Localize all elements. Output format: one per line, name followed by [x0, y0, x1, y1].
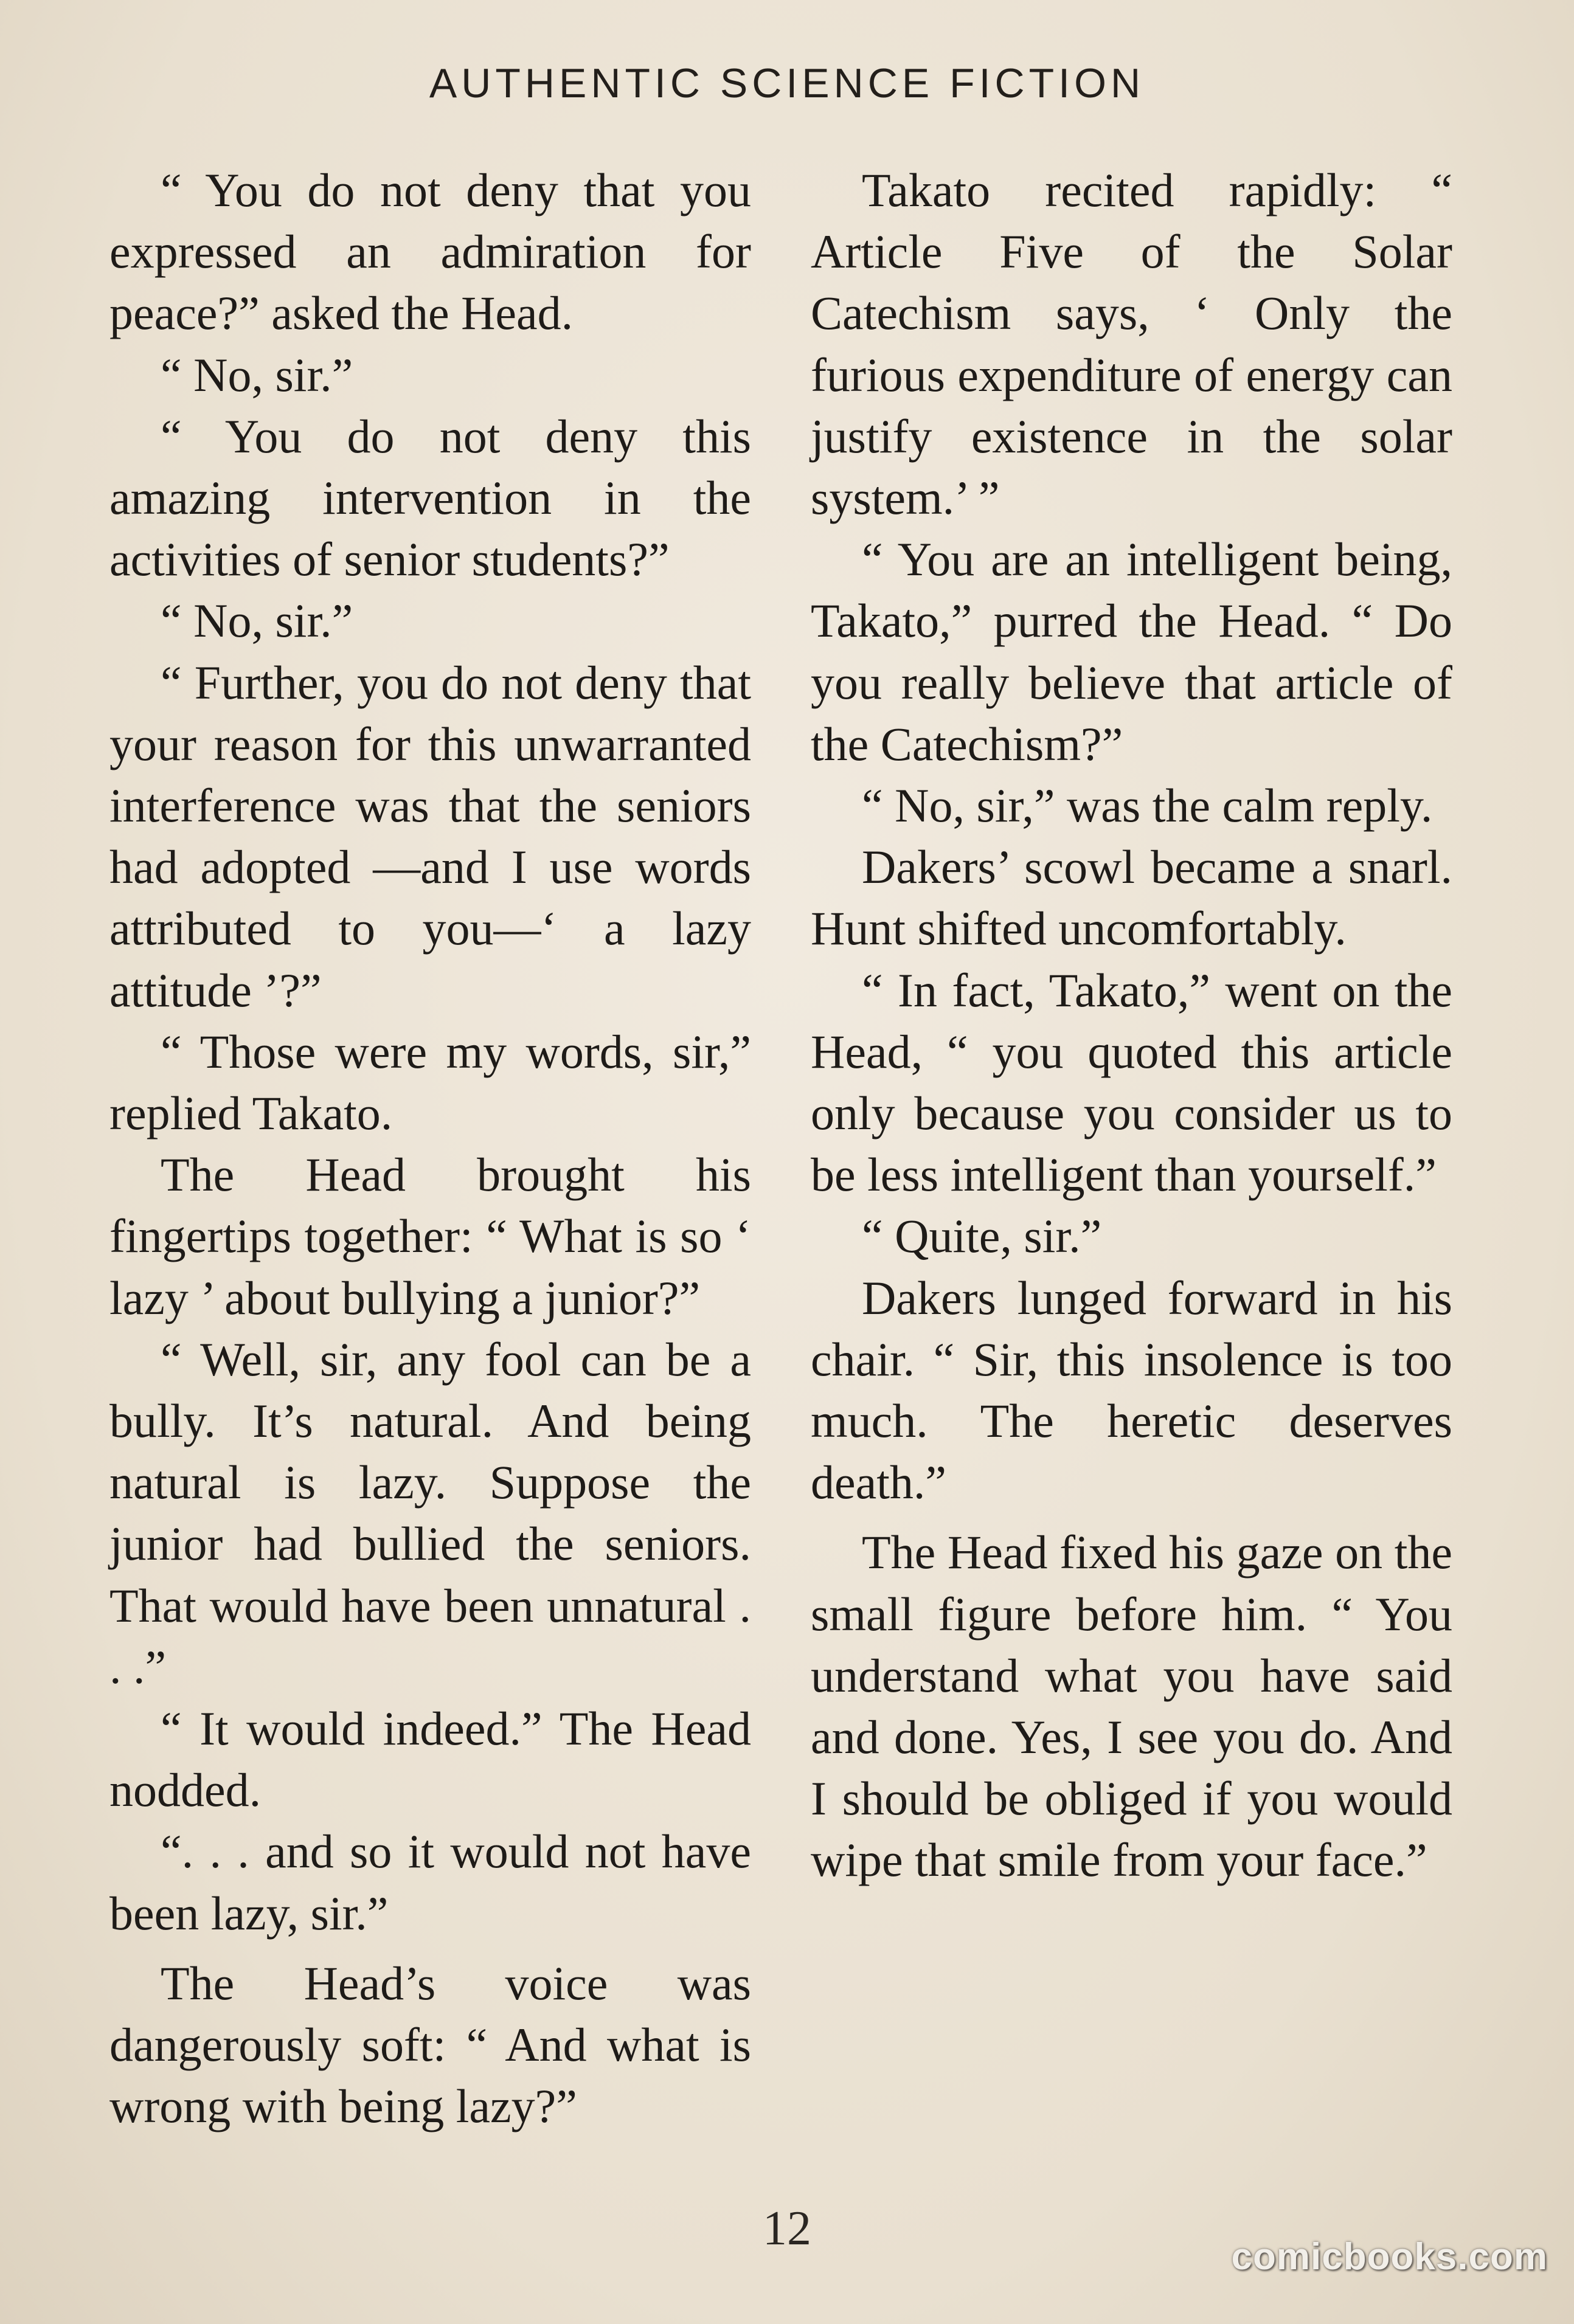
paragraph: The Head brought his fingertips together: “ What is so ‘ lazy ’ about bullying a junior?” [109, 1148, 751, 1324]
paragraph: “ Further, you do not deny that your reason for this unwarranted interference was that the seniors had adopted —and I use words attributed to you—‘ a lazy attitude ’?” [109, 655, 751, 1017]
paragraph: “. . . and so it would not have been lazy, sir.” [109, 1825, 751, 1940]
page-number: 12 [763, 2202, 811, 2255]
paragraph: “ You do not deny this amazing intervention in the activities of senior students?” [109, 409, 751, 586]
paragraph: “ Those were my words, sir,” replied Takato. [109, 1025, 751, 1140]
paragraph: The Head’s voice was dangerously soft: “ And what is wrong with being lazy?” [109, 1956, 751, 2133]
paragraph: “ No, sir.” [161, 594, 353, 648]
watermark-logo: comicbooks.com [1231, 2236, 1548, 2278]
paragraph: “ No, sir.” [161, 348, 353, 401]
paragraph: “ It would indeed.” The Head nodded. [109, 1702, 751, 1817]
paragraph: “ You do not deny that you expressed an admiration for peace?” asked the Head. [109, 164, 751, 340]
paragraph: “ In fact, Takato,” went on the Head, “ you quoted this article only because you consider us to be less intelligent than yourself.” [811, 963, 1452, 1202]
paragraph: “ Well, sir, any fool can be a bully. It’s natural. And being natural is lazy. Suppose the junior had bullied the seniors. That would have been unnatural . . .” [109, 1332, 751, 1693]
running-head: AUTHENTIC SCIENCE FICTION [429, 60, 1145, 106]
paragraph: Dakers lunged forward in his chair. “ Sir, this insolence is too much. The heretic deserves death.” [811, 1271, 1452, 1509]
paragraph: “ You are an intelligent being, Takato,” purred the Head. “ Do you really believe that article of the Catechism?” [811, 533, 1452, 770]
paragraph: Takato recited rapidly: “ Article Five of the Solar Catechism says, ‘ Only the furious expenditure of energy can justify existence in the solar system.’ ” [811, 164, 1452, 525]
paragraph: “ No, sir,” was the calm reply. [862, 779, 1433, 832]
paragraph: “ Quite, sir.” [862, 1209, 1102, 1263]
left-column [109, 159, 751, 2137]
right-column [811, 159, 1452, 1891]
paragraph: Dakers’ scowl became a snarl. Hunt shifted uncomfortably. [811, 840, 1452, 955]
paragraph: The Head fixed his gaze on the small figure before him. “ You understand what you have said and done. Yes, I see you do. And I should be obliged if you would wipe that smile from your face.” [811, 1526, 1452, 1887]
